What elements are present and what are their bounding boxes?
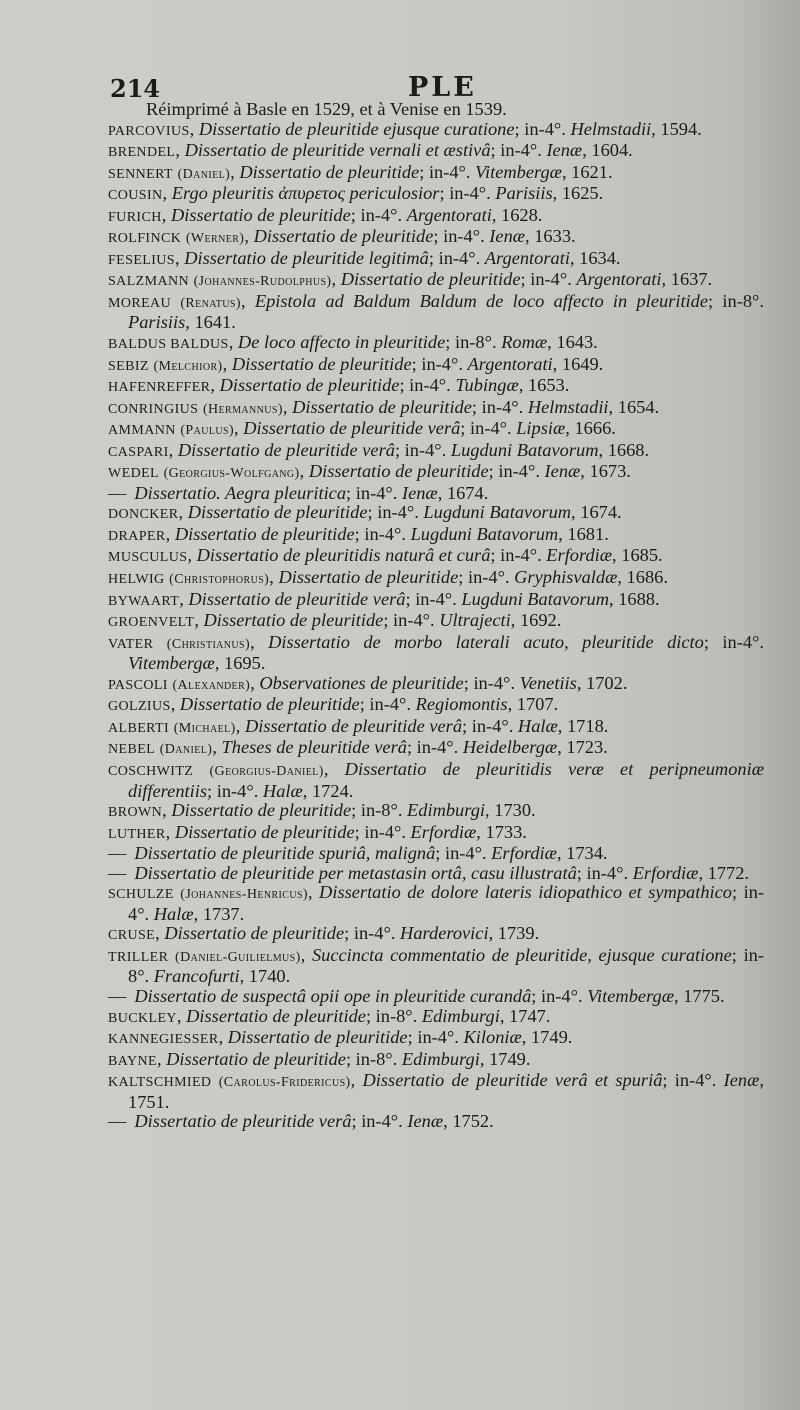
entry-place: Vitembergæ [128, 653, 215, 674]
bibliography-entry: CASPARI, Dissertatio de pleuritide verâ; in-4°. Lugduni Batavorum, 1668. [108, 439, 650, 460]
entry-author: KALTSCHMIED [108, 1075, 212, 1091]
entry-place: Helmstadii [570, 118, 652, 139]
entry-title: Dissertatio de pleuritide [253, 226, 434, 247]
entry-year: 1666. [574, 418, 616, 439]
bibliography-entry: SEBIZ (Melchior), Dissertatio de pleuritide; in-4°. Argentorati, 1649. [108, 353, 604, 374]
bibliography-entry: KALTSCHMIED (Carolus-Fridericus), Dissertatio de pleuritide verâ et spuriâ; in-4°. Ienæ, 1751. [108, 1070, 764, 1112]
entry-format: in-4°. [393, 610, 435, 631]
entry-format: in-4°. [674, 1070, 717, 1091]
entry-place: Halæ [153, 903, 194, 924]
entry-format: in-4°. [355, 482, 398, 503]
entry-place: Parisiis [128, 312, 186, 333]
entry-year: 1702. [586, 672, 628, 693]
bibliography-entry: FURICH, Dissertatio de pleuritide; in-4°. Argentorati, 1628. [108, 204, 543, 225]
entry-title: Dissertatio de pleuritide [308, 461, 489, 482]
entry-year: 1724. [311, 780, 354, 801]
entry-format: in-4°. [470, 418, 512, 439]
entry-author: GOLZIUS [108, 699, 171, 715]
entry-title: Dissertatio de pleuritide verâ [243, 418, 461, 439]
bibliography-entry: — Dissertatio de pleuritide per metastasin ortâ, casu illustratâ; in-4°. Erfordiæ, 1772. [108, 862, 750, 883]
entry-year: 1775. [683, 985, 725, 1006]
entry-forename: (Daniel) [177, 166, 231, 182]
entry-year: 1707. [516, 694, 559, 715]
bibliography-entry: — Dissertatio de pleuritide verâ; in-4°. Ienæ, 1752. [108, 1111, 494, 1132]
entry-place: Halæ [517, 715, 558, 736]
bibliography-entry: HELWIG (Christophorus), Dissertatio de pleuritide; in-4°. Gryphisvaldæ, 1686. [108, 567, 668, 588]
entry-forename: (Christianus) [166, 636, 251, 652]
entry-title: Dissertatio de pleuritidis naturâ et curâ [196, 545, 491, 566]
entry-format: in-4°. [500, 545, 542, 566]
entry-forename: (Melchior) [153, 358, 223, 374]
entry-format: in-4°. [467, 567, 510, 588]
bibliography-entry: BALDUS BALDUS, De loco affecto in pleuritide; in-8°. Romæ, 1643. [108, 332, 598, 353]
entry-author: HAFENREFFER [108, 380, 211, 396]
entry-forename: (Johannes-Henricus) [180, 887, 308, 903]
entry-format: in-4°. [353, 923, 396, 944]
entry-title: Dissertatio de pleuritide spuriâ, malignâ [134, 843, 436, 864]
entry-author: KANNEGIESSER [108, 1032, 219, 1048]
bibliography-entry: WEDEL (Georgius-Wolfgang), Dissertatio de pleuritide; in-4°. Ienæ, 1673. [108, 461, 631, 482]
entry-year: 1674. [446, 482, 489, 503]
entry-title: Dissertatio de pleuritide [164, 923, 345, 944]
entry-place: Lugduni Batavorum [423, 502, 572, 523]
entry-author: WEDEL [108, 466, 159, 482]
entry-title: Dissertatio de pleuritide [239, 161, 420, 182]
bibliography-entry: BROWN, Dissertatio de pleuritide; in-8°. Edimburgi, 1730. [108, 800, 536, 821]
entry-place: Lugduni Batavorum [410, 523, 559, 544]
entry-author: LUTHER [108, 826, 166, 842]
entry-title: Dissertatio de pleuritide [186, 1005, 366, 1026]
entry-year: 1692. [519, 610, 562, 631]
entry-place: Ienæ [407, 1111, 444, 1132]
entry-place: Argentorati [467, 353, 553, 374]
entry-title: Dissertatio de suspectâ opii ope in pleuritide curandâ [134, 985, 532, 1006]
entry-place: Argentorati [406, 204, 492, 225]
bibliography-entry: — Dissertatio. Aegra pleuritica; in-4°. Ienæ, 1674. [108, 482, 489, 503]
bibliography-entry: DRAPER, Dissertatio de pleuritide; in-4°. Lugduni Batavorum, 1681. [108, 523, 609, 544]
entry-format: in-4°. [416, 737, 459, 758]
entry-year: 1621. [571, 161, 613, 182]
entry-year: 1739. [497, 923, 540, 944]
bibliography-entry: SENNERT (Daniel), Dissertatio de pleuritide; in-4°. Vitembergæ, 1621. [108, 161, 613, 182]
entry-year: 1751. [128, 1091, 170, 1112]
entry-title: Dissertatio de pleuritide verâ [244, 715, 463, 736]
entry-place: Vitembergæ [587, 985, 675, 1006]
entry-place: Lugduni Batavorum [450, 439, 599, 460]
bibliography-entry: BUCKLEY, Dissertatio de pleuritide; in-8°. Edimburgi, 1747. [108, 1005, 551, 1026]
entry-forename: (Georgius-Daniel) [209, 763, 324, 779]
entry-year: 1749. [530, 1027, 573, 1048]
entry-author: FURICH [108, 209, 162, 225]
bibliography-entry: FESELIUS, Dissertatio de pleuritide legitimâ; in-4°. Argentorati, 1634. [108, 247, 621, 268]
entry-format: in-4°. [722, 631, 764, 652]
entry-format: in-4°. [364, 523, 406, 544]
entry-author: VATER [108, 636, 154, 652]
entry-forename: (Michael) [173, 720, 236, 736]
entry-year: 1649. [561, 353, 604, 374]
entry-author: COSCHWITZ [108, 763, 194, 779]
entry-title: Dissertatio de pleuritide ejusque curatione [198, 118, 515, 139]
entry-year: 1749. [489, 1048, 531, 1069]
entry-year: 1772. [707, 862, 750, 883]
entry-place: Helmstadii [527, 396, 609, 417]
entry-forename: (Christophorus) [169, 572, 270, 588]
entry-title: Ergo pleuritis ἀπυρετος periculosior [171, 183, 440, 204]
bibliography-entry: BRENDEL, Dissertatio de pleuritide vernali et æstivâ; in-4°. Ienæ, 1604. [108, 140, 633, 161]
entry-title: Dissertatio de morbo laterali acuto, pleuritide dicto [268, 631, 704, 652]
entry-place: Argentorati [576, 269, 662, 290]
entry-format: in-4°. [541, 985, 583, 1006]
bibliography-entry: LUTHER, Dissertatio de pleuritide; in-4°. Erfordiæ, 1733. [108, 821, 527, 842]
bibliography-entry: BYWAART, Dissertatio de pleuritide verâ; in-4°. Lugduni Batavorum, 1688. [108, 588, 660, 609]
bibliography-entry: — Dissertatio de pleuritide spuriâ, malignâ; in-4°. Erfordiæ, 1734. [108, 843, 608, 864]
entry-author: BAYNE [108, 1053, 157, 1069]
entry-place: Erfordiæ [410, 821, 477, 842]
entry-author: SEBIZ [108, 358, 149, 374]
entry-year: 1641. [194, 312, 236, 333]
bibliography-entry: AMMANN (Paulus), Dissertatio de pleuritide verâ; in-4°. Lipsiæ, 1666. [108, 418, 616, 439]
bibliography-entry: MOREAU (Renatus), Epistola ad Baldum Baldum de loco affecto in pleuritide; in-8°. Parisiis, 1641. [108, 290, 764, 333]
entry-format: in-8°. [455, 332, 497, 353]
entry-year: 1688. [618, 588, 660, 609]
entry-format: in-4°. [500, 140, 542, 161]
entry-year: 1740. [248, 966, 291, 987]
entry-title: Dissertatio de pleuritidis veræ et peripneumoniæ differentiis [128, 758, 764, 801]
entry-place: Romæ [501, 332, 548, 353]
entry-forename: (Alexander) [172, 677, 251, 693]
entry-author: CASPARI [108, 444, 169, 460]
entry-title: Dissertatio de pleuritide verâ [134, 1111, 352, 1132]
entry-forename: (Daniel) [159, 742, 213, 758]
entry-author: TRILLER [108, 949, 169, 965]
entry-format: in-4°. [473, 672, 516, 693]
entry-author: COUSIN [108, 188, 163, 204]
entry-place: Vitembergæ [475, 161, 562, 182]
entry-author: CONRINGIUS [108, 401, 199, 417]
entry-title: Dissertatio de pleuritide [174, 523, 355, 544]
entry-format: in-4°. [409, 375, 451, 396]
entry-title: Dissertatio de pleuritide [278, 567, 459, 588]
entry-forename: (Georgius-Wolfgang) [163, 466, 300, 482]
entry-author: BRENDEL [108, 145, 176, 161]
entry-author: BYWAART [108, 593, 180, 609]
entry-place: Edimburgi [401, 1048, 480, 1069]
entry-author: SENNERT [108, 166, 173, 182]
entry-title: Succincta commentatio de pleuritide, ejusque curatione [311, 944, 732, 965]
entry-format: in-4°. [361, 1111, 403, 1132]
bibliography-entry: SALZMANN (Johannes-Rudolphus), Dissertatio de pleuritide; in-4°. Argentorati, 1637. [108, 269, 713, 290]
entry-format: in-4°. [421, 353, 463, 374]
entry-format: in-4°. [417, 1027, 459, 1048]
entry-year: 1653. [527, 375, 570, 396]
entry-format: in-4°. [377, 502, 419, 523]
entry-author: BUCKLEY [108, 1010, 177, 1026]
bibliography-entry: VATER (Christianus), Dissertatio de morbo laterali acuto, pleuritide dicto; in-4°. Vitembergæ, 1695. [108, 631, 764, 674]
entry-year: 1695. [224, 653, 266, 674]
entry-author: MUSCULUS [108, 550, 188, 566]
bibliography-entry: — Dissertatio de suspectâ opii ope in pleuritide curandâ; in-4°. Vitembergæ, 1775. [108, 985, 725, 1006]
entry-author: — [108, 862, 127, 883]
entry-title: Dissertatio de pleuritide [166, 1048, 346, 1069]
entry-place: Erfordiæ [546, 545, 613, 566]
entry-year: 1733. [485, 821, 527, 842]
entry-place: Ienæ [546, 140, 583, 161]
entry-year: 1747. [509, 1005, 551, 1026]
entry-title: Dissertatio de pleuritide [219, 375, 400, 396]
entry-year: 1654. [617, 396, 660, 417]
entry-title: Dissertatio de pleuritide per metastasin ortâ, casu illustratâ [134, 862, 577, 883]
entry-forename: (Werner) [185, 231, 245, 247]
entry-author: — [108, 843, 127, 864]
entry-title: Dissertatio de dolore lateris idiopathico et sympathico [319, 882, 732, 903]
entry-place: Lipsiæ [516, 418, 566, 439]
entry-author: GROENVELT [108, 615, 195, 631]
bibliography-entry: MUSCULUS, Dissertatio de pleuritidis naturâ et curâ; in-4°. Erfordiæ, 1685. [108, 545, 663, 566]
entry-format: in-8°. [355, 1048, 398, 1069]
bibliography-entry: TRILLER (Daniel-Guilielmus), Succincta commentatio de pleuritide, ejusque curatione; in-8°. Francofurti, 1740. [108, 944, 764, 987]
entry-format: in-4°. [443, 226, 485, 247]
entry-author: BALDUS BALDUS [108, 337, 229, 353]
entry-title: Dissertatio de pleuritide legitimâ [184, 247, 429, 268]
entry-title: Theses de pleuritide verâ [221, 737, 407, 758]
entry-place: Ienæ [401, 482, 438, 503]
bibliography-entry: CRUSE, Dissertatio de pleuritide; in-4°. Harderovici, 1739. [108, 923, 540, 944]
entry-format: in-8°. [360, 800, 403, 821]
entry-place: Tubingæ [455, 375, 519, 396]
page-header [110, 74, 760, 102]
entry-year: 1628. [501, 204, 543, 225]
entry-place: Kiloniæ [463, 1027, 522, 1048]
entry-title: Dissertatio de pleuritide [170, 204, 351, 225]
entry-forename: (Paulus) [180, 423, 235, 439]
entry-forename: (Carolus-Fridericus) [218, 1075, 351, 1091]
entry-forename: (Daniel-Guilielmus) [175, 949, 301, 965]
entry-place: Ultrajecti [439, 610, 511, 631]
entry-title: Dissertatio de pleuritide [292, 396, 472, 417]
entry-format: in-4°. [586, 862, 629, 883]
entry-author: CRUSE [108, 928, 156, 944]
bibliography-list [108, 100, 764, 1132]
entry-title: Dissertatio de pleuritide [231, 353, 412, 374]
bibliography-entry: PASCOLI (Alexander), Observationes de pleuritide; in-4°. Venetiis, 1702. [108, 672, 628, 693]
entry-title: De loco affecto in pleuritide [237, 332, 446, 353]
entry-place: Erfordiæ [491, 843, 557, 864]
intro-line [108, 100, 764, 120]
entry-place: Ienæ [544, 461, 581, 482]
entry-place: Parisiis [495, 183, 553, 204]
entry-author: ALBERTI [108, 720, 170, 736]
entry-format: in-8°. [128, 944, 764, 987]
bibliography-entry: PARCOVIUS, Dissertatio de pleuritide ejusque curatione; in-4°. Helmstadii, 1594. [108, 118, 702, 139]
entry-place: Erfordiæ [632, 862, 699, 883]
bibliography-entry: NEBEL (Daniel), Theses de pleuritide verâ; in-4°. Heidelbergæ, 1723. [108, 737, 608, 758]
entry-title: Dissertatio. Aegra pleuritica [134, 482, 347, 503]
entry-author: PARCOVIUS [108, 123, 190, 139]
entry-format: in-4°. [449, 183, 491, 204]
bibliography-entry: KANNEGIESSER, Dissertatio de pleuritide; in-4°. Kiloniæ, 1749. [108, 1027, 573, 1048]
entry-title: Dissertatio de pleuritide [174, 821, 355, 842]
entry-year: 1594. [660, 118, 702, 139]
entry-author: SALZMANN [108, 274, 189, 290]
entry-author: HELWIG [108, 572, 165, 588]
entry-title: Dissertatio de pleuritide [340, 269, 521, 290]
entry-format: in-4°. [445, 843, 487, 864]
entry-year: 1686. [626, 567, 668, 588]
entry-year: 1634. [579, 247, 621, 268]
bibliography-entry: ALBERTI (Michael), Dissertatio de pleuritide verâ; in-4°. Halæ, 1718. [108, 715, 609, 736]
bibliography-entry: HAFENREFFER, Dissertatio de pleuritide; in-4°. Tubingæ, 1653. [108, 375, 570, 396]
entry-title: Dissertatio de pleuritide [179, 694, 360, 715]
entry-year: 1718. [566, 715, 609, 736]
entry-place: Harderovici [400, 923, 489, 944]
entry-place: Edimburgi [407, 800, 486, 821]
entry-place: Regiomontis [415, 694, 508, 715]
entry-year: 1674. [580, 502, 622, 523]
entry-format: in-4°. [530, 269, 572, 290]
entry-author: PASCOLI [108, 677, 168, 693]
entry-year: 1723. [566, 737, 608, 758]
entry-title: Dissertatio de pleuritide [187, 502, 368, 523]
entry-title: Observationes de pleuritide [259, 672, 464, 693]
entry-year: 1734. [566, 843, 608, 864]
entry-format: in-8°. [375, 1005, 418, 1026]
entry-author: — [108, 985, 127, 1006]
bibliography-entry: COSCHWITZ (Georgius-Daniel), Dissertatio de pleuritidis veræ et peripneumoniæ differentiis; in-4°. Halæ, 1724. [108, 758, 764, 801]
entry-title: Dissertatio de pleuritide [171, 800, 352, 821]
entry-format: in-4°. [481, 396, 524, 417]
entry-place: Edimburgi [421, 1005, 500, 1026]
entry-format: in-4°. [428, 161, 471, 182]
entry-format: in-4°. [216, 780, 259, 801]
entry-title: Dissertatio de pleuritide verâ [188, 588, 406, 609]
entry-author: BROWN [108, 805, 163, 821]
bibliography-entry: DONCKER, Dissertatio de pleuritide; in-4°. Lugduni Batavorum, 1674. [108, 502, 622, 523]
page-number: 214 [110, 74, 161, 103]
entry-title: Dissertatio de pleuritide verâ [177, 439, 395, 460]
entry-place: Venetiis [519, 672, 577, 693]
bibliography-entry: CONRINGIUS (Hermannus), Dissertatio de pleuritide; in-4°. Helmstadii, 1654. [108, 396, 660, 417]
entry-author: — [108, 482, 127, 503]
entry-author: ROLFINCK [108, 231, 182, 247]
entry-place: Heidelbergæ [462, 737, 558, 758]
entry-author: SCHULZE [108, 887, 174, 903]
entry-forename: (Johannes-Rudolphus) [193, 274, 332, 290]
entry-place: Lugduni Batavorum [461, 588, 610, 609]
entry-year: 1730. [494, 800, 536, 821]
entry-title: Dissertatio de pleuritide [227, 1027, 408, 1048]
entry-format: in-4°. [524, 118, 566, 139]
entry-author: DONCKER [108, 507, 179, 523]
entry-format: in-4°. [471, 715, 514, 736]
entry-author: MOREAU [108, 295, 172, 311]
entry-year: 1637. [670, 269, 713, 290]
entry-place: Francofurti [153, 966, 240, 987]
running-head: PLE [408, 72, 477, 103]
entry-format: in-4°. [369, 694, 411, 715]
entry-place: Ienæ [723, 1070, 760, 1091]
entry-author: AMMANN [108, 423, 176, 439]
entry-year: 1625. [561, 183, 604, 204]
entry-author: FESELIUS [108, 252, 175, 268]
bibliography-entry: GOLZIUS, Dissertatio de pleuritide; in-4°. Regiomontis, 1707. [108, 694, 559, 715]
entry-author: NEBEL [108, 742, 156, 758]
entry-place: Halæ [262, 780, 303, 801]
entry-forename: (Renatus) [180, 295, 241, 311]
entry-title: Dissertatio de pleuritide vernali et æstivâ [184, 140, 491, 161]
bibliography-entry: BAYNE, Dissertatio de pleuritide; in-8°. Edimburgi, 1749. [108, 1048, 531, 1069]
entry-forename: (Hermannus) [202, 401, 283, 417]
entry-author: DRAPER [108, 528, 166, 544]
entry-format: in-4°. [404, 439, 447, 460]
entry-year: 1685. [621, 545, 663, 566]
entry-format: in-8°. [722, 290, 764, 311]
entry-format: in-4°. [415, 588, 457, 609]
bibliography-entry: GROENVELT, Dissertatio de pleuritide; in-4°. Ultrajecti, 1692. [108, 610, 562, 631]
entry-year: 1643. [556, 332, 598, 353]
entry-format: in-4°. [128, 882, 764, 924]
entry-author: — [108, 1111, 127, 1132]
intro-text: Réimprimé à Basle en 1529, et à Venise en 1539. [146, 99, 507, 119]
entry-year: 1604. [591, 140, 633, 161]
entry-year: 1737. [202, 903, 245, 924]
entry-title: Dissertatio de pleuritide verâ et spuriâ [362, 1070, 663, 1091]
entry-place: Ienæ [489, 226, 526, 247]
bibliography-entry: COUSIN, Ergo pleuritis ἀπυρετος periculosior; in-4°. Parisiis, 1625. [108, 183, 604, 204]
bibliography-entry: ROLFINCK (Werner), Dissertatio de pleuritide; in-4°. Ienæ, 1633. [108, 226, 576, 247]
entry-title: Dissertatio de pleuritide [203, 610, 384, 631]
entry-place: Gryphisvaldæ [514, 567, 618, 588]
entry-year: 1681. [567, 523, 609, 544]
entry-format: in-4°. [498, 461, 540, 482]
entry-format: in-4°. [364, 821, 406, 842]
entry-place: Argentorati [484, 247, 570, 268]
entry-year: 1668. [607, 439, 650, 460]
bibliography-entry: SCHULZE (Johannes-Henricus), Dissertatio de dolore lateris idiopathico et sympathico; in-4°. Halæ, 1737. [108, 882, 764, 924]
entry-year: 1633. [534, 226, 576, 247]
entry-year: 1673. [589, 461, 631, 482]
entry-title: Epistola ad Baldum Baldum de loco affecto in pleuritide [254, 290, 709, 311]
entry-format: in-4°. [360, 204, 403, 225]
entry-year: 1752. [452, 1111, 494, 1132]
entry-format: in-4°. [438, 247, 481, 268]
